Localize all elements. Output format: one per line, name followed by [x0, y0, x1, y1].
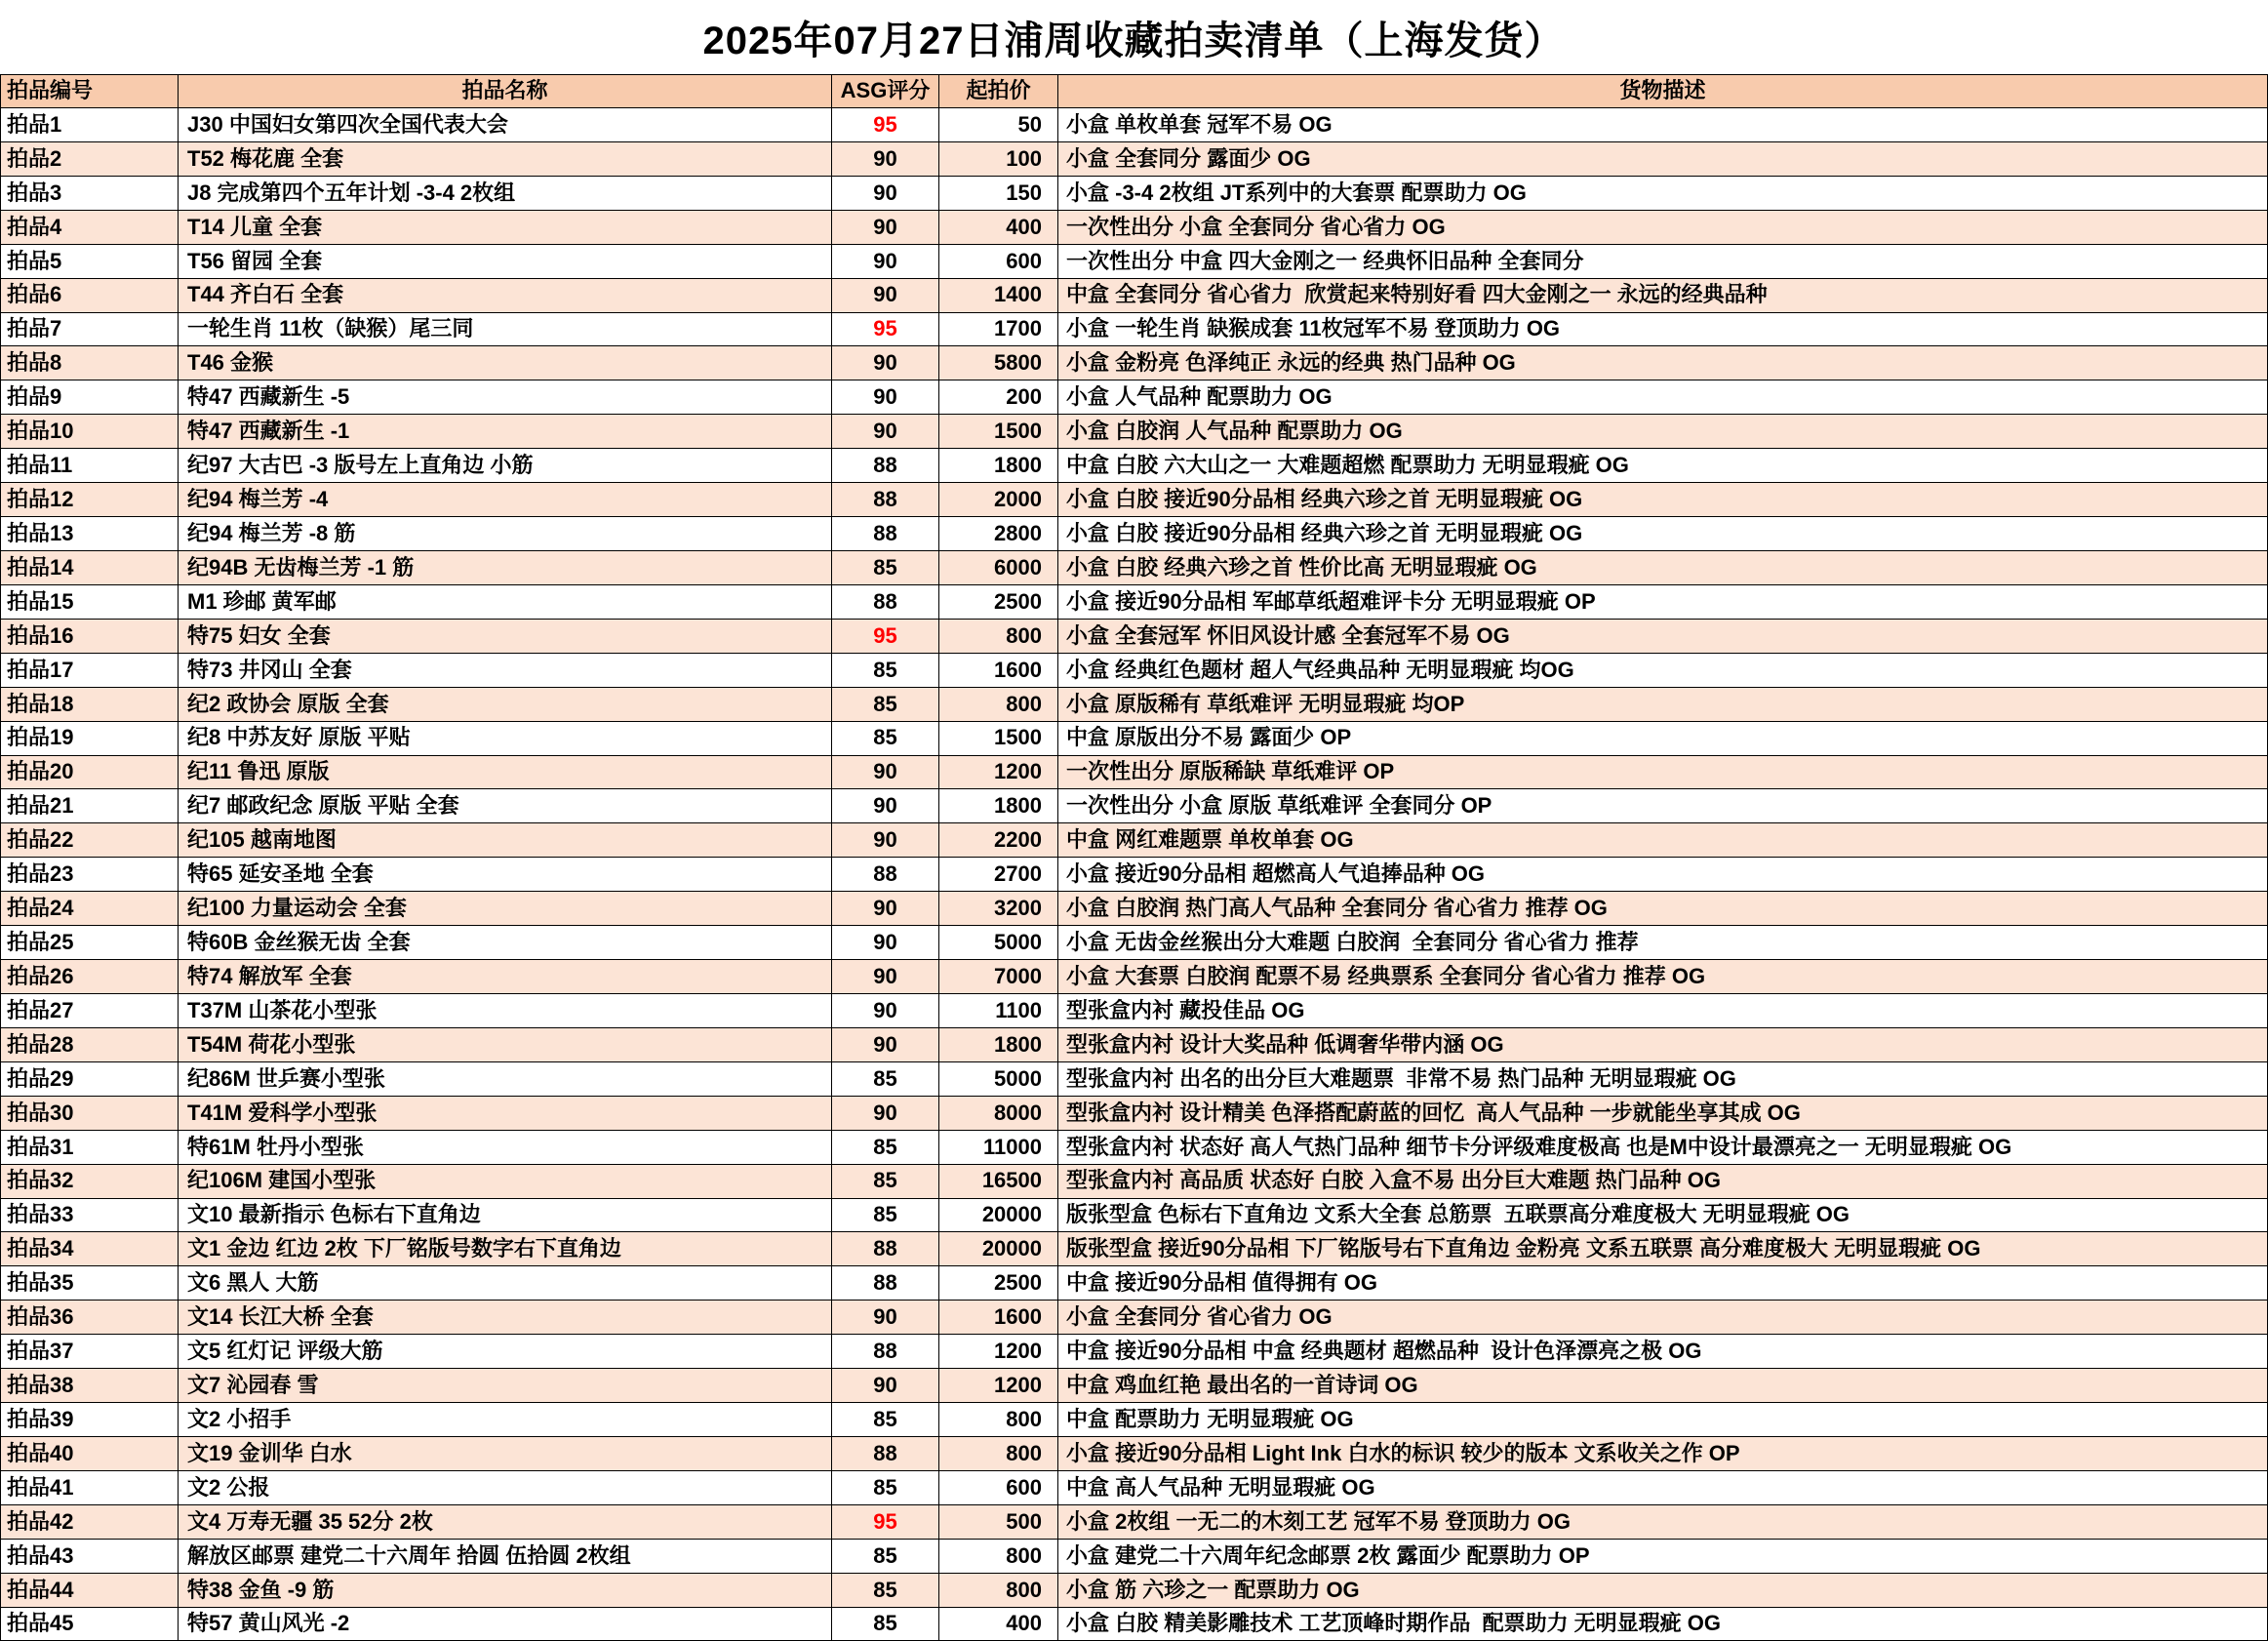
lot-description-cell: 小盒 经典红色题材 超人气经典品种 无明显瑕疵 均OG — [1058, 653, 2268, 687]
table-body — [1, 108, 2268, 1641]
lot-asg-score-cell: 85 — [832, 1539, 939, 1573]
lot-start-price-cell: 2200 — [939, 823, 1058, 858]
lot-start-price-cell: 50 — [939, 108, 1058, 142]
lot-name-cell: 特47 西藏新生 -5 — [179, 380, 832, 415]
lot-start-price-cell: 800 — [939, 1436, 1058, 1470]
table-row — [1, 1198, 2268, 1232]
lot-start-price-cell: 16500 — [939, 1164, 1058, 1198]
lot-start-price-cell: 400 — [939, 210, 1058, 244]
table-row — [1, 1027, 2268, 1061]
table-row — [1, 1403, 2268, 1437]
lot-start-price-cell: 1200 — [939, 1369, 1058, 1403]
table-row — [1, 755, 2268, 789]
lot-start-price-cell: 1200 — [939, 1335, 1058, 1369]
lot-start-price-cell: 2500 — [939, 584, 1058, 619]
lot-asg-score-cell: 85 — [832, 1403, 939, 1437]
table-row — [1, 721, 2268, 755]
lot-id-cell: 拍品27 — [1, 993, 179, 1027]
lot-name-cell: 文14 长江大桥 全套 — [179, 1301, 832, 1335]
lot-asg-score-cell: 88 — [832, 483, 939, 517]
lot-description-cell: 中盒 网红难题票 单枚单套 OG — [1058, 823, 2268, 858]
lot-id-cell: 拍品42 — [1, 1504, 179, 1539]
lot-start-price-cell: 150 — [939, 176, 1058, 210]
lot-asg-score-cell: 90 — [832, 346, 939, 380]
lot-description-cell: 版张型盒 接近90分品相 下厂铭版号右下直角边 金粉亮 文系五联票 高分难度极大 无明显瑕疵 OG — [1058, 1232, 2268, 1266]
lot-id-cell: 拍品16 — [1, 619, 179, 653]
lot-asg-score-cell: 88 — [832, 1335, 939, 1369]
lot-name-cell: J30 中国妇女第四次全国代表大会 — [179, 108, 832, 142]
lot-start-price-cell: 600 — [939, 1470, 1058, 1504]
table-row — [1, 892, 2268, 926]
table-row — [1, 993, 2268, 1027]
lot-start-price-cell: 2000 — [939, 483, 1058, 517]
lot-start-price-cell: 200 — [939, 380, 1058, 415]
lot-description-cell: 小盒 筋 六珍之一 配票助力 OG — [1058, 1573, 2268, 1607]
lot-start-price-cell: 20000 — [939, 1198, 1058, 1232]
lot-name-cell: 特73 井冈山 全套 — [179, 653, 832, 687]
lot-name-cell: 纪11 鲁迅 原版 — [179, 755, 832, 789]
lot-id-cell: 拍品6 — [1, 278, 179, 312]
lot-id-cell: 拍品17 — [1, 653, 179, 687]
table-row — [1, 141, 2268, 176]
lot-description-cell: 型张盒内衬 设计精美 色泽搭配蔚蓝的回忆 高人气品种 一步就能坐享其成 OG — [1058, 1096, 2268, 1130]
lot-start-price-cell: 800 — [939, 1403, 1058, 1437]
lot-asg-score-cell: 88 — [832, 584, 939, 619]
lot-name-cell: 文19 金训华 白水 — [179, 1436, 832, 1470]
lot-name-cell: 纪94 梅兰芳 -4 — [179, 483, 832, 517]
lot-start-price-cell: 400 — [939, 1607, 1058, 1641]
lot-start-price-cell: 11000 — [939, 1130, 1058, 1164]
lot-id-cell: 拍品21 — [1, 789, 179, 823]
lot-asg-score-cell: 95 — [832, 312, 939, 346]
lot-name-cell: M1 珍邮 黄军邮 — [179, 584, 832, 619]
lot-description-cell: 小盒 建党二十六周年纪念邮票 2枚 露面少 配票助力 OP — [1058, 1539, 2268, 1573]
table-row — [1, 960, 2268, 994]
lot-description-cell: 小盒 2枚组 一无二的木刻工艺 冠军不易 登顶助力 OG — [1058, 1504, 2268, 1539]
lot-asg-score-cell: 90 — [832, 244, 939, 278]
table-row — [1, 1607, 2268, 1641]
lot-id-cell: 拍品34 — [1, 1232, 179, 1266]
lot-description-cell: 小盒 接近90分品相 Light Ink 白水的标识 较少的版本 文系收关之作 OP — [1058, 1436, 2268, 1470]
lot-start-price-cell: 7000 — [939, 960, 1058, 994]
lot-description-cell: 型张盒内衬 状态好 高人气热门品种 细节卡分评级难度极高 也是M中设计最漂亮之一 无明显瑕疵 OG — [1058, 1130, 2268, 1164]
lot-description-cell: 型张盒内衬 出名的出分巨大难题票 非常不易 热门品种 无明显瑕疵 OG — [1058, 1061, 2268, 1096]
lot-description-cell: 小盒 白胶 接近90分品相 经典六珍之首 无明显瑕疵 OG — [1058, 483, 2268, 517]
table-row — [1, 1096, 2268, 1130]
lot-description-cell: 一次性出分 小盒 原版 草纸难评 全套同分 OP — [1058, 789, 2268, 823]
lot-asg-score-cell: 95 — [832, 619, 939, 653]
lot-id-cell: 拍品11 — [1, 449, 179, 483]
lot-description-cell: 小盒 白胶润 人气品种 配票助力 OG — [1058, 415, 2268, 449]
table-row — [1, 1266, 2268, 1301]
lot-asg-score-cell: 88 — [832, 1436, 939, 1470]
column-header-asg-score: ASG评分 — [832, 75, 939, 108]
lot-id-cell: 拍品22 — [1, 823, 179, 858]
lot-id-cell: 拍品28 — [1, 1027, 179, 1061]
lot-asg-score-cell: 85 — [832, 1061, 939, 1096]
lot-id-cell: 拍品40 — [1, 1436, 179, 1470]
table-row — [1, 1164, 2268, 1198]
lot-id-cell: 拍品19 — [1, 721, 179, 755]
lot-id-cell: 拍品36 — [1, 1301, 179, 1335]
lot-start-price-cell: 5800 — [939, 346, 1058, 380]
lot-id-cell: 拍品23 — [1, 858, 179, 892]
lot-name-cell: T52 梅花鹿 全套 — [179, 141, 832, 176]
lot-name-cell: 纪97 大古巴 -3 版号左上直角边 小筋 — [179, 449, 832, 483]
lot-name-cell: 文5 红灯记 评级大筋 — [179, 1335, 832, 1369]
table-row — [1, 108, 2268, 142]
lot-start-price-cell: 1400 — [939, 278, 1058, 312]
lot-id-cell: 拍品7 — [1, 312, 179, 346]
lot-description-cell: 小盒 接近90分品相 军邮草纸超难评卡分 无明显瑕疵 OP — [1058, 584, 2268, 619]
lot-name-cell: 特57 黄山风光 -2 — [179, 1607, 832, 1641]
table-row — [1, 619, 2268, 653]
lot-description-cell: 小盒 金粉亮 色泽纯正 永远的经典 热门品种 OG — [1058, 346, 2268, 380]
lot-asg-score-cell: 85 — [832, 1470, 939, 1504]
lot-start-price-cell: 1800 — [939, 1027, 1058, 1061]
lot-name-cell: 纪8 中苏友好 原版 平贴 — [179, 721, 832, 755]
table-row — [1, 210, 2268, 244]
lot-name-cell: 文2 小招手 — [179, 1403, 832, 1437]
lot-start-price-cell: 800 — [939, 1539, 1058, 1573]
lot-description-cell: 型张盒内衬 藏投佳品 OG — [1058, 993, 2268, 1027]
table-row — [1, 483, 2268, 517]
lot-description-cell: 小盒 白胶 经典六珍之首 性价比高 无明显瑕疵 OG — [1058, 550, 2268, 584]
lot-name-cell: 纪2 政协会 原版 全套 — [179, 687, 832, 721]
lot-start-price-cell: 2500 — [939, 1266, 1058, 1301]
lot-start-price-cell: 3200 — [939, 892, 1058, 926]
lot-description-cell: 小盒 全套同分 露面少 OG — [1058, 141, 2268, 176]
lot-asg-score-cell: 88 — [832, 1266, 939, 1301]
lot-start-price-cell: 100 — [939, 141, 1058, 176]
table-row — [1, 176, 2268, 210]
lot-id-cell: 拍品5 — [1, 244, 179, 278]
table-row — [1, 1436, 2268, 1470]
table-row — [1, 858, 2268, 892]
lot-id-cell: 拍品29 — [1, 1061, 179, 1096]
lot-asg-score-cell: 95 — [832, 1504, 939, 1539]
lot-start-price-cell: 1700 — [939, 312, 1058, 346]
table-row — [1, 1470, 2268, 1504]
table-row — [1, 346, 2268, 380]
table-row — [1, 244, 2268, 278]
lot-name-cell: J8 完成第四个五年计划 -3-4 2枚组 — [179, 176, 832, 210]
table-row — [1, 550, 2268, 584]
table-row — [1, 1335, 2268, 1369]
lot-name-cell: 文6 黑人 大筋 — [179, 1266, 832, 1301]
lot-asg-score-cell: 85 — [832, 1130, 939, 1164]
lot-asg-score-cell: 90 — [832, 1027, 939, 1061]
lot-name-cell: T56 留园 全套 — [179, 244, 832, 278]
lot-asg-score-cell: 90 — [832, 892, 939, 926]
lot-name-cell: 文4 万寿无疆 35 52分 2枚 — [179, 1504, 832, 1539]
table-row — [1, 449, 2268, 483]
lot-asg-score-cell: 85 — [832, 1164, 939, 1198]
lot-name-cell: 纪94B 无齿梅兰芳 -1 筋 — [179, 550, 832, 584]
lot-description-cell: 小盒 全套同分 省心省力 OG — [1058, 1301, 2268, 1335]
page-title: 2025年07月27日浦周收藏拍卖清单（上海发货） — [702, 19, 1565, 62]
lot-name-cell: 文7 沁园春 雪 — [179, 1369, 832, 1403]
lot-asg-score-cell: 90 — [832, 210, 939, 244]
lot-id-cell: 拍品32 — [1, 1164, 179, 1198]
table-row — [1, 1232, 2268, 1266]
table-row — [1, 1504, 2268, 1539]
lot-asg-score-cell: 90 — [832, 278, 939, 312]
lot-name-cell: 特60B 金丝猴无齿 全套 — [179, 926, 832, 960]
lot-start-price-cell: 5000 — [939, 1061, 1058, 1096]
lot-name-cell: T37M 山茶花小型张 — [179, 993, 832, 1027]
lot-id-cell: 拍品9 — [1, 380, 179, 415]
lot-start-price-cell: 20000 — [939, 1232, 1058, 1266]
lot-asg-score-cell: 90 — [832, 1096, 939, 1130]
lot-name-cell: T14 儿童 全套 — [179, 210, 832, 244]
lot-start-price-cell: 600 — [939, 244, 1058, 278]
lot-name-cell: 特65 延安圣地 全套 — [179, 858, 832, 892]
lot-name-cell: 特61M 牡丹小型张 — [179, 1130, 832, 1164]
table-row — [1, 1301, 2268, 1335]
lot-name-cell: 解放区邮票 建党二十六周年 拾圆 伍拾圆 2枚组 — [179, 1539, 832, 1573]
lot-asg-score-cell: 85 — [832, 550, 939, 584]
lot-asg-score-cell: 85 — [832, 1198, 939, 1232]
table-row — [1, 1130, 2268, 1164]
lot-id-cell: 拍品3 — [1, 176, 179, 210]
lot-start-price-cell: 5000 — [939, 926, 1058, 960]
lot-name-cell: 纪7 邮政纪念 原版 平贴 全套 — [179, 789, 832, 823]
lot-name-cell: 纪86M 世乒赛小型张 — [179, 1061, 832, 1096]
lot-id-cell: 拍品33 — [1, 1198, 179, 1232]
lot-description-cell: 小盒 白胶 精美影雕技术 工艺顶峰时期作品 配票助力 无明显瑕疵 OG — [1058, 1607, 2268, 1641]
lot-start-price-cell: 1100 — [939, 993, 1058, 1027]
lot-asg-score-cell: 85 — [832, 721, 939, 755]
column-header-description: 货物描述 — [1058, 75, 2268, 108]
lot-description-cell: 中盒 接近90分品相 中盒 经典题材 超燃品种 设计色泽漂亮之极 OG — [1058, 1335, 2268, 1369]
lot-asg-score-cell: 90 — [832, 1369, 939, 1403]
table-row — [1, 653, 2268, 687]
lot-id-cell: 拍品25 — [1, 926, 179, 960]
lot-asg-score-cell: 90 — [832, 993, 939, 1027]
table-row — [1, 823, 2268, 858]
lot-id-cell: 拍品26 — [1, 960, 179, 994]
lot-start-price-cell: 800 — [939, 619, 1058, 653]
lot-start-price-cell: 1800 — [939, 449, 1058, 483]
lot-asg-score-cell: 88 — [832, 1232, 939, 1266]
lot-name-cell: 特47 西藏新生 -1 — [179, 415, 832, 449]
lot-id-cell: 拍品18 — [1, 687, 179, 721]
lot-start-price-cell: 500 — [939, 1504, 1058, 1539]
table-header — [1, 75, 2268, 108]
lot-description-cell: 型张盒内衬 设计大奖品种 低调奢华带内涵 OG — [1058, 1027, 2268, 1061]
lot-name-cell: 一轮生肖 11枚（缺猴）尾三同 — [179, 312, 832, 346]
lot-asg-score-cell: 95 — [832, 108, 939, 142]
lot-start-price-cell: 6000 — [939, 550, 1058, 584]
lot-id-cell: 拍品44 — [1, 1573, 179, 1607]
lot-description-cell: 小盒 单枚单套 冠军不易 OG — [1058, 108, 2268, 142]
lot-id-cell: 拍品35 — [1, 1266, 179, 1301]
table-row — [1, 1061, 2268, 1096]
lot-name-cell: T54M 荷花小型张 — [179, 1027, 832, 1061]
lot-id-cell: 拍品41 — [1, 1470, 179, 1504]
lot-asg-score-cell: 90 — [832, 1301, 939, 1335]
lot-description-cell: 中盒 全套同分 省心省力 欣赏起来特别好看 四大金刚之一 永远的经典品种 — [1058, 278, 2268, 312]
lot-id-cell: 拍品37 — [1, 1335, 179, 1369]
lot-description-cell: 小盒 一轮生肖 缺猴成套 11枚冠军不易 登顶助力 OG — [1058, 312, 2268, 346]
lot-asg-score-cell: 88 — [832, 858, 939, 892]
lot-id-cell: 拍品12 — [1, 483, 179, 517]
lot-start-price-cell: 8000 — [939, 1096, 1058, 1130]
lot-id-cell: 拍品43 — [1, 1539, 179, 1573]
lot-id-cell: 拍品2 — [1, 141, 179, 176]
lot-description-cell: 中盒 白胶 六大山之一 大难题超燃 配票助力 无明显瑕疵 OG — [1058, 449, 2268, 483]
lot-start-price-cell: 1200 — [939, 755, 1058, 789]
lot-name-cell: T46 金猴 — [179, 346, 832, 380]
lot-start-price-cell: 800 — [939, 687, 1058, 721]
table-row — [1, 380, 2268, 415]
table-row — [1, 517, 2268, 551]
title-bar — [0, 0, 2267, 74]
lot-asg-score-cell: 85 — [832, 1607, 939, 1641]
lot-name-cell: 纪94 梅兰芳 -8 筋 — [179, 517, 832, 551]
lot-asg-score-cell: 90 — [832, 926, 939, 960]
lot-name-cell: 文2 公报 — [179, 1470, 832, 1504]
table-row — [1, 278, 2268, 312]
lot-description-cell: 小盒 全套冠军 怀旧风设计感 全套冠军不易 OG — [1058, 619, 2268, 653]
lot-name-cell: 纪100 力量运动会 全套 — [179, 892, 832, 926]
lot-asg-score-cell: 90 — [832, 823, 939, 858]
lot-asg-score-cell: 90 — [832, 960, 939, 994]
table-row — [1, 415, 2268, 449]
lot-id-cell: 拍品8 — [1, 346, 179, 380]
lot-asg-score-cell: 90 — [832, 415, 939, 449]
lot-id-cell: 拍品1 — [1, 108, 179, 142]
auction-table — [0, 74, 2268, 1641]
lot-id-cell: 拍品38 — [1, 1369, 179, 1403]
lot-id-cell: 拍品45 — [1, 1607, 179, 1641]
lot-description-cell: 中盒 接近90分品相 值得拥有 OG — [1058, 1266, 2268, 1301]
lot-description-cell: 小盒 -3-4 2枚组 JT系列中的大套票 配票助力 OG — [1058, 176, 2268, 210]
lot-name-cell: 特38 金鱼 -9 筋 — [179, 1573, 832, 1607]
lot-name-cell: 特75 妇女 全套 — [179, 619, 832, 653]
lot-description-cell: 小盒 白胶润 热门高人气品种 全套同分 省心省力 推荐 OG — [1058, 892, 2268, 926]
lot-start-price-cell: 800 — [939, 1573, 1058, 1607]
lot-id-cell: 拍品15 — [1, 584, 179, 619]
lot-description-cell: 小盒 大套票 白胶润 配票不易 经典票系 全套同分 省心省力 推荐 OG — [1058, 960, 2268, 994]
lot-id-cell: 拍品24 — [1, 892, 179, 926]
lot-name-cell: T44 齐白石 全套 — [179, 278, 832, 312]
lot-description-cell: 一次性出分 小盒 全套同分 省心省力 OG — [1058, 210, 2268, 244]
lot-asg-score-cell: 90 — [832, 789, 939, 823]
lot-id-cell: 拍品10 — [1, 415, 179, 449]
lot-description-cell: 一次性出分 中盒 四大金刚之一 经典怀旧品种 全套同分 — [1058, 244, 2268, 278]
lot-name-cell: 纪106M 建国小型张 — [179, 1164, 832, 1198]
lot-description-cell: 中盒 原版出分不易 露面少 OP — [1058, 721, 2268, 755]
lot-description-cell: 中盒 高人气品种 无明显瑕疵 OG — [1058, 1470, 2268, 1504]
table-row — [1, 789, 2268, 823]
lot-id-cell: 拍品31 — [1, 1130, 179, 1164]
lot-start-price-cell: 1600 — [939, 653, 1058, 687]
lot-id-cell: 拍品4 — [1, 210, 179, 244]
column-header-start-price: 起拍价 — [939, 75, 1058, 108]
lot-start-price-cell: 2700 — [939, 858, 1058, 892]
lot-id-cell: 拍品14 — [1, 550, 179, 584]
lot-asg-score-cell: 90 — [832, 141, 939, 176]
lot-name-cell: 文10 最新指示 色标右下直角边 — [179, 1198, 832, 1232]
lot-name-cell: 文1 金边 红边 2枚 下厂铭版号数字右下直角边 — [179, 1232, 832, 1266]
lot-asg-score-cell: 85 — [832, 1573, 939, 1607]
table-row — [1, 584, 2268, 619]
lot-asg-score-cell: 90 — [832, 380, 939, 415]
lot-id-cell: 拍品30 — [1, 1096, 179, 1130]
lot-asg-score-cell: 85 — [832, 653, 939, 687]
table-row — [1, 926, 2268, 960]
table-row — [1, 1573, 2268, 1607]
lot-id-cell: 拍品20 — [1, 755, 179, 789]
column-header-lot-id: 拍品编号 — [1, 75, 179, 108]
lot-id-cell: 拍品13 — [1, 517, 179, 551]
lot-description-cell: 小盒 接近90分品相 超燃高人气追捧品种 OG — [1058, 858, 2268, 892]
table-row — [1, 1369, 2268, 1403]
table-row — [1, 687, 2268, 721]
lot-description-cell: 中盒 鸡血红艳 最出名的一首诗词 OG — [1058, 1369, 2268, 1403]
lot-description-cell: 版张型盒 色标右下直角边 文系大全套 总筋票 五联票高分难度极大 无明显瑕疵 OG — [1058, 1198, 2268, 1232]
lot-name-cell: 纪105 越南地图 — [179, 823, 832, 858]
lot-description-cell: 小盒 白胶 接近90分品相 经典六珍之首 无明显瑕疵 OG — [1058, 517, 2268, 551]
lot-asg-score-cell: 88 — [832, 449, 939, 483]
table-row — [1, 312, 2268, 346]
lot-description-cell: 型张盒内衬 高品质 状态好 白胶 入盒不易 出分巨大难题 热门品种 OG — [1058, 1164, 2268, 1198]
lot-asg-score-cell: 90 — [832, 755, 939, 789]
lot-asg-score-cell: 85 — [832, 687, 939, 721]
lot-asg-score-cell: 88 — [832, 517, 939, 551]
lot-id-cell: 拍品39 — [1, 1403, 179, 1437]
lot-start-price-cell: 2800 — [939, 517, 1058, 551]
lot-asg-score-cell: 90 — [832, 176, 939, 210]
lot-start-price-cell: 1500 — [939, 415, 1058, 449]
lot-start-price-cell: 1600 — [939, 1301, 1058, 1335]
lot-start-price-cell: 1800 — [939, 789, 1058, 823]
lot-description-cell: 小盒 人气品种 配票助力 OG — [1058, 380, 2268, 415]
lot-description-cell: 一次性出分 原版稀缺 草纸难评 OP — [1058, 755, 2268, 789]
lot-description-cell: 小盒 原版稀有 草纸难评 无明显瑕疵 均OP — [1058, 687, 2268, 721]
table-row — [1, 1539, 2268, 1573]
lot-name-cell: T41M 爱科学小型张 — [179, 1096, 832, 1130]
lot-name-cell: 特74 解放军 全套 — [179, 960, 832, 994]
lot-description-cell: 小盒 无齿金丝猴出分大难题 白胶润 全套同分 省心省力 推荐 — [1058, 926, 2268, 960]
lot-start-price-cell: 1500 — [939, 721, 1058, 755]
table-header-row — [1, 75, 2268, 108]
column-header-lot-name: 拍品名称 — [179, 75, 832, 108]
lot-description-cell: 中盒 配票助力 无明显瑕疵 OG — [1058, 1403, 2268, 1437]
